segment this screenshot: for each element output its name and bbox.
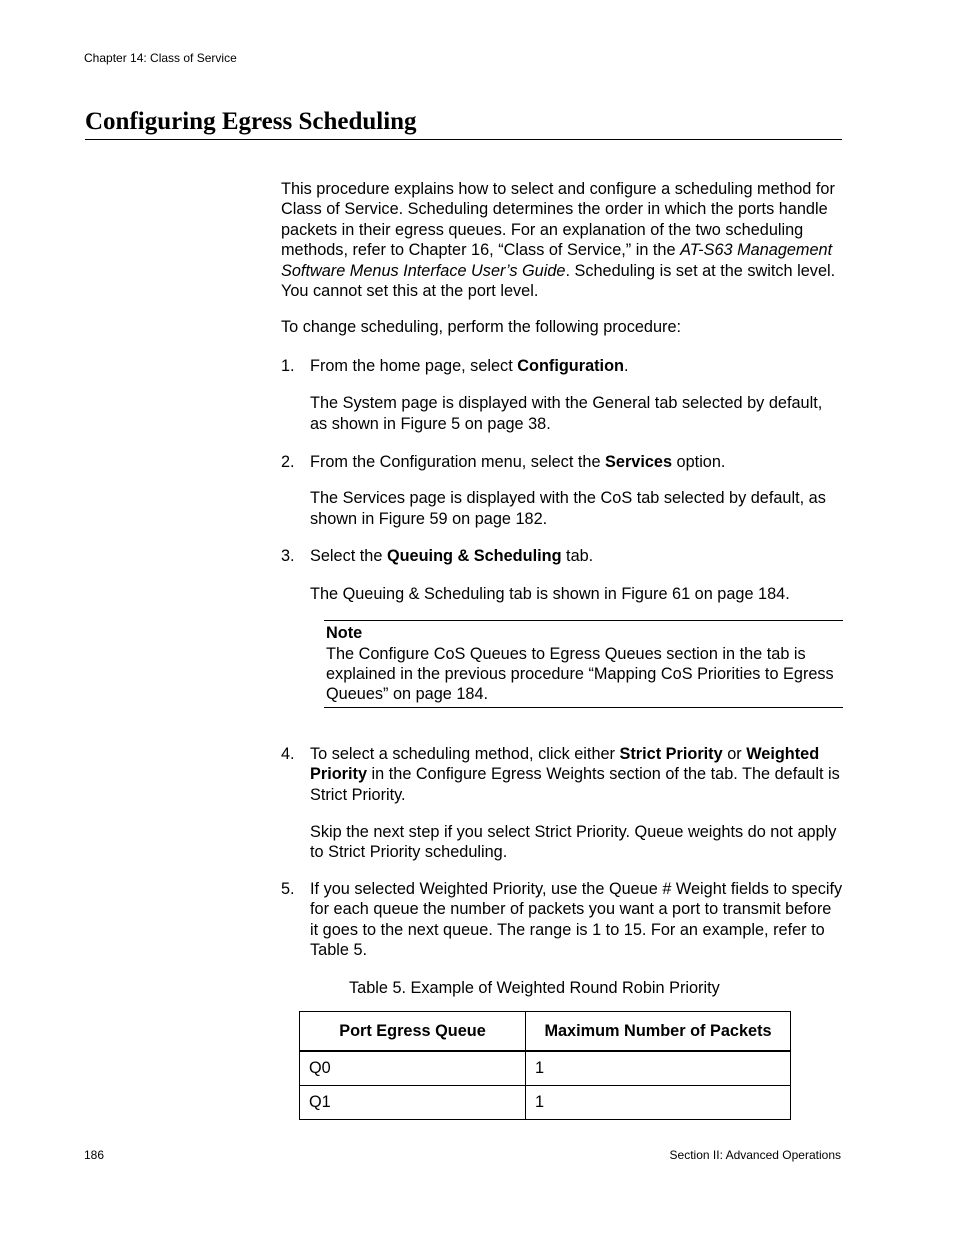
- step-text-post: .: [623, 356, 629, 375]
- intro-text-2: . Scheduling is set at the switch level. You cannot set this at the port level.: [281, 261, 836, 301]
- step-text-mid: or: [722, 744, 747, 763]
- lead-in: To change scheduling, perform the following procedure:: [281, 318, 682, 337]
- column-header: Maximum Number of Packets: [526, 1011, 791, 1051]
- running-head: Chapter 14: Class of Service: [84, 51, 237, 65]
- step-bold-term: Services: [605, 453, 673, 472]
- step-text: If you selected Weighted Priority, use the Queue # Weight fields to specify for each queue the number of packets you want a port to transmit before it goes to the next queue. The range is 1 to 15. For an example, refer to Table 5.: [310, 879, 843, 959]
- step-number: 3.: [281, 547, 295, 566]
- body-content: [281, 179, 843, 1120]
- step-5: [281, 879, 843, 961]
- step-text: [310, 546, 843, 566]
- table-cell: 1: [526, 1051, 791, 1086]
- table-cell: Q1: [300, 1085, 526, 1119]
- table-row: [300, 1051, 791, 1086]
- step-text: [310, 356, 843, 376]
- table-caption: Table 5. Example of Weighted Round Robin Priority: [349, 979, 720, 998]
- step-text: [310, 452, 843, 472]
- table-header-row: [300, 1011, 791, 1051]
- intro-text-1: This procedure explains how to select and configure a scheduling method for Class of Service. Scheduling determines the order in which the ports handle packets in their egress queues. For an explanation of the two scheduling methods, refer to Chapter 16, “Class of Service,” in the: [281, 180, 835, 260]
- step-2-followup: The Services page is displayed with the CoS tab selected by default, as shown in Figure 59 on page 182.: [310, 489, 826, 528]
- note-box: [324, 620, 843, 708]
- title-rule: [85, 139, 842, 140]
- step-number: 1.: [281, 356, 295, 375]
- step-4-followup: Skip the next step if you select Strict Priority. Queue weights do not apply to Strict Priority scheduling.: [310, 822, 837, 862]
- step-4: [281, 744, 843, 805]
- table-cell: 1: [526, 1085, 791, 1119]
- step-text-pre: Select the: [310, 547, 387, 566]
- guide-title: AT-S63 Management Software Menus Interface User’s Guide: [281, 241, 833, 280]
- step-1-followup: The System page is displayed with the General tab selected by default, as shown in Figure 5 on page 38.: [310, 394, 823, 433]
- intro-paragraph: [281, 179, 843, 301]
- step-bold-term: Strict Priority: [619, 744, 723, 763]
- step-bold-term-2: Weighted Priority: [310, 744, 820, 784]
- step-text-pre: From the home page, select: [310, 356, 518, 375]
- step-number: 5.: [281, 879, 295, 898]
- section-footer: Section II: Advanced Operations: [669, 1148, 841, 1162]
- step-text-pre: To select a scheduling method, click either: [310, 744, 620, 763]
- page-title: Configuring Egress Scheduling: [85, 108, 417, 135]
- note-text: The Configure CoS Queues to Egress Queues section in the tab is explained in the previous procedure “Mapping CoS Priorities to Egress Queues” on page 184.: [326, 644, 834, 704]
- table-cell: Q0: [300, 1051, 526, 1086]
- step-text: [310, 744, 843, 805]
- column-header: Port Egress Queue: [300, 1011, 526, 1051]
- wrr-table: [299, 1011, 791, 1120]
- step-2: [281, 452, 843, 472]
- step-bold-term: Queuing & Scheduling: [386, 547, 562, 566]
- step-number: 4.: [281, 744, 295, 763]
- step-1: [281, 356, 843, 376]
- step-bold-term: Configuration: [517, 356, 624, 375]
- page-number: 186: [84, 1148, 105, 1162]
- table-row: [300, 1085, 791, 1119]
- step-3-followup: The Queuing & Scheduling tab is shown in Figure 61 on page 184.: [310, 584, 790, 603]
- step-text-post: option.: [672, 453, 726, 472]
- step-text-post: tab.: [561, 547, 594, 566]
- step-text-pre: From the Configuration menu, select the: [310, 453, 606, 472]
- step-3: [281, 546, 843, 566]
- step-text-post: in the Configure Egress Weights section of the tab. The default is Strict Priority.: [310, 765, 840, 804]
- note-heading: Note: [326, 624, 363, 643]
- step-number: 2.: [281, 453, 295, 472]
